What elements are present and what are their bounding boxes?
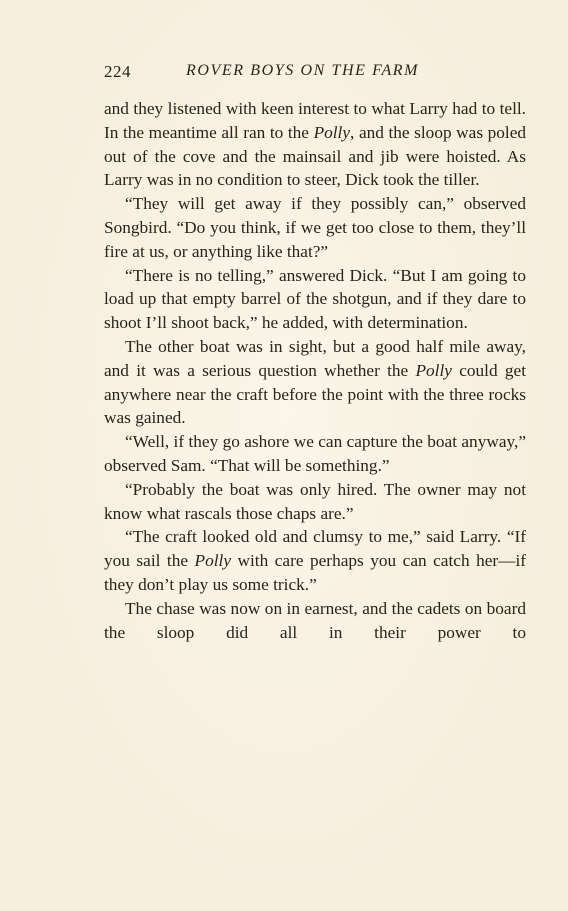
ship-name: Polly [415, 360, 452, 380]
paragraph: The chase was now on in earnest, and the cadets on board the sloop did all in their power to [104, 598, 526, 642]
running-head: ROVER BOYS ON THE FARM [186, 62, 420, 79]
body-text [104, 97, 526, 644]
paragraph: “There is no telling,” answered Dick. “But I am going to load up that empty barrel of the shotgun, and if they dare to shoot I’ll shoot back,” he added, with determination. [104, 265, 526, 333]
paragraph: The other boat was in sight, but a good half mile away, and it was a serious question whether the Polly could get anywhere near the craft before the point with the three rocks was gained. [104, 336, 526, 428]
paragraph: “The craft looked old and clumsy to me,” said Larry. “If you sail the Polly with care perhaps you can catch her—if they don’t play us some trick.” [104, 527, 526, 594]
paragraph: and they listened with keen interest to what Larry had to tell. In the meantime all ran to the Polly, and the sloop was poled out of the cove and the mainsail and jib were hoisted. As Larry was in no condition to steer, Dick took the tiller. [104, 99, 527, 190]
ship-name: Polly [194, 551, 232, 571]
paragraph: “They will get away if they possibly can,” observed Songbird. “Do you think, if we get too close to them, they’ll fire at us, or anything like that?” [104, 194, 526, 261]
page-header [104, 62, 524, 86]
ship-name: Polly [313, 122, 351, 142]
page-number: 224 [104, 62, 131, 81]
paragraph: “Probably the boat was only hired. The owner may not know what rascals those chaps are.” [104, 479, 526, 523]
paragraph: “Well, if they go ashore we can capture the boat anyway,” observed Sam. “That will be something.” [104, 432, 526, 475]
